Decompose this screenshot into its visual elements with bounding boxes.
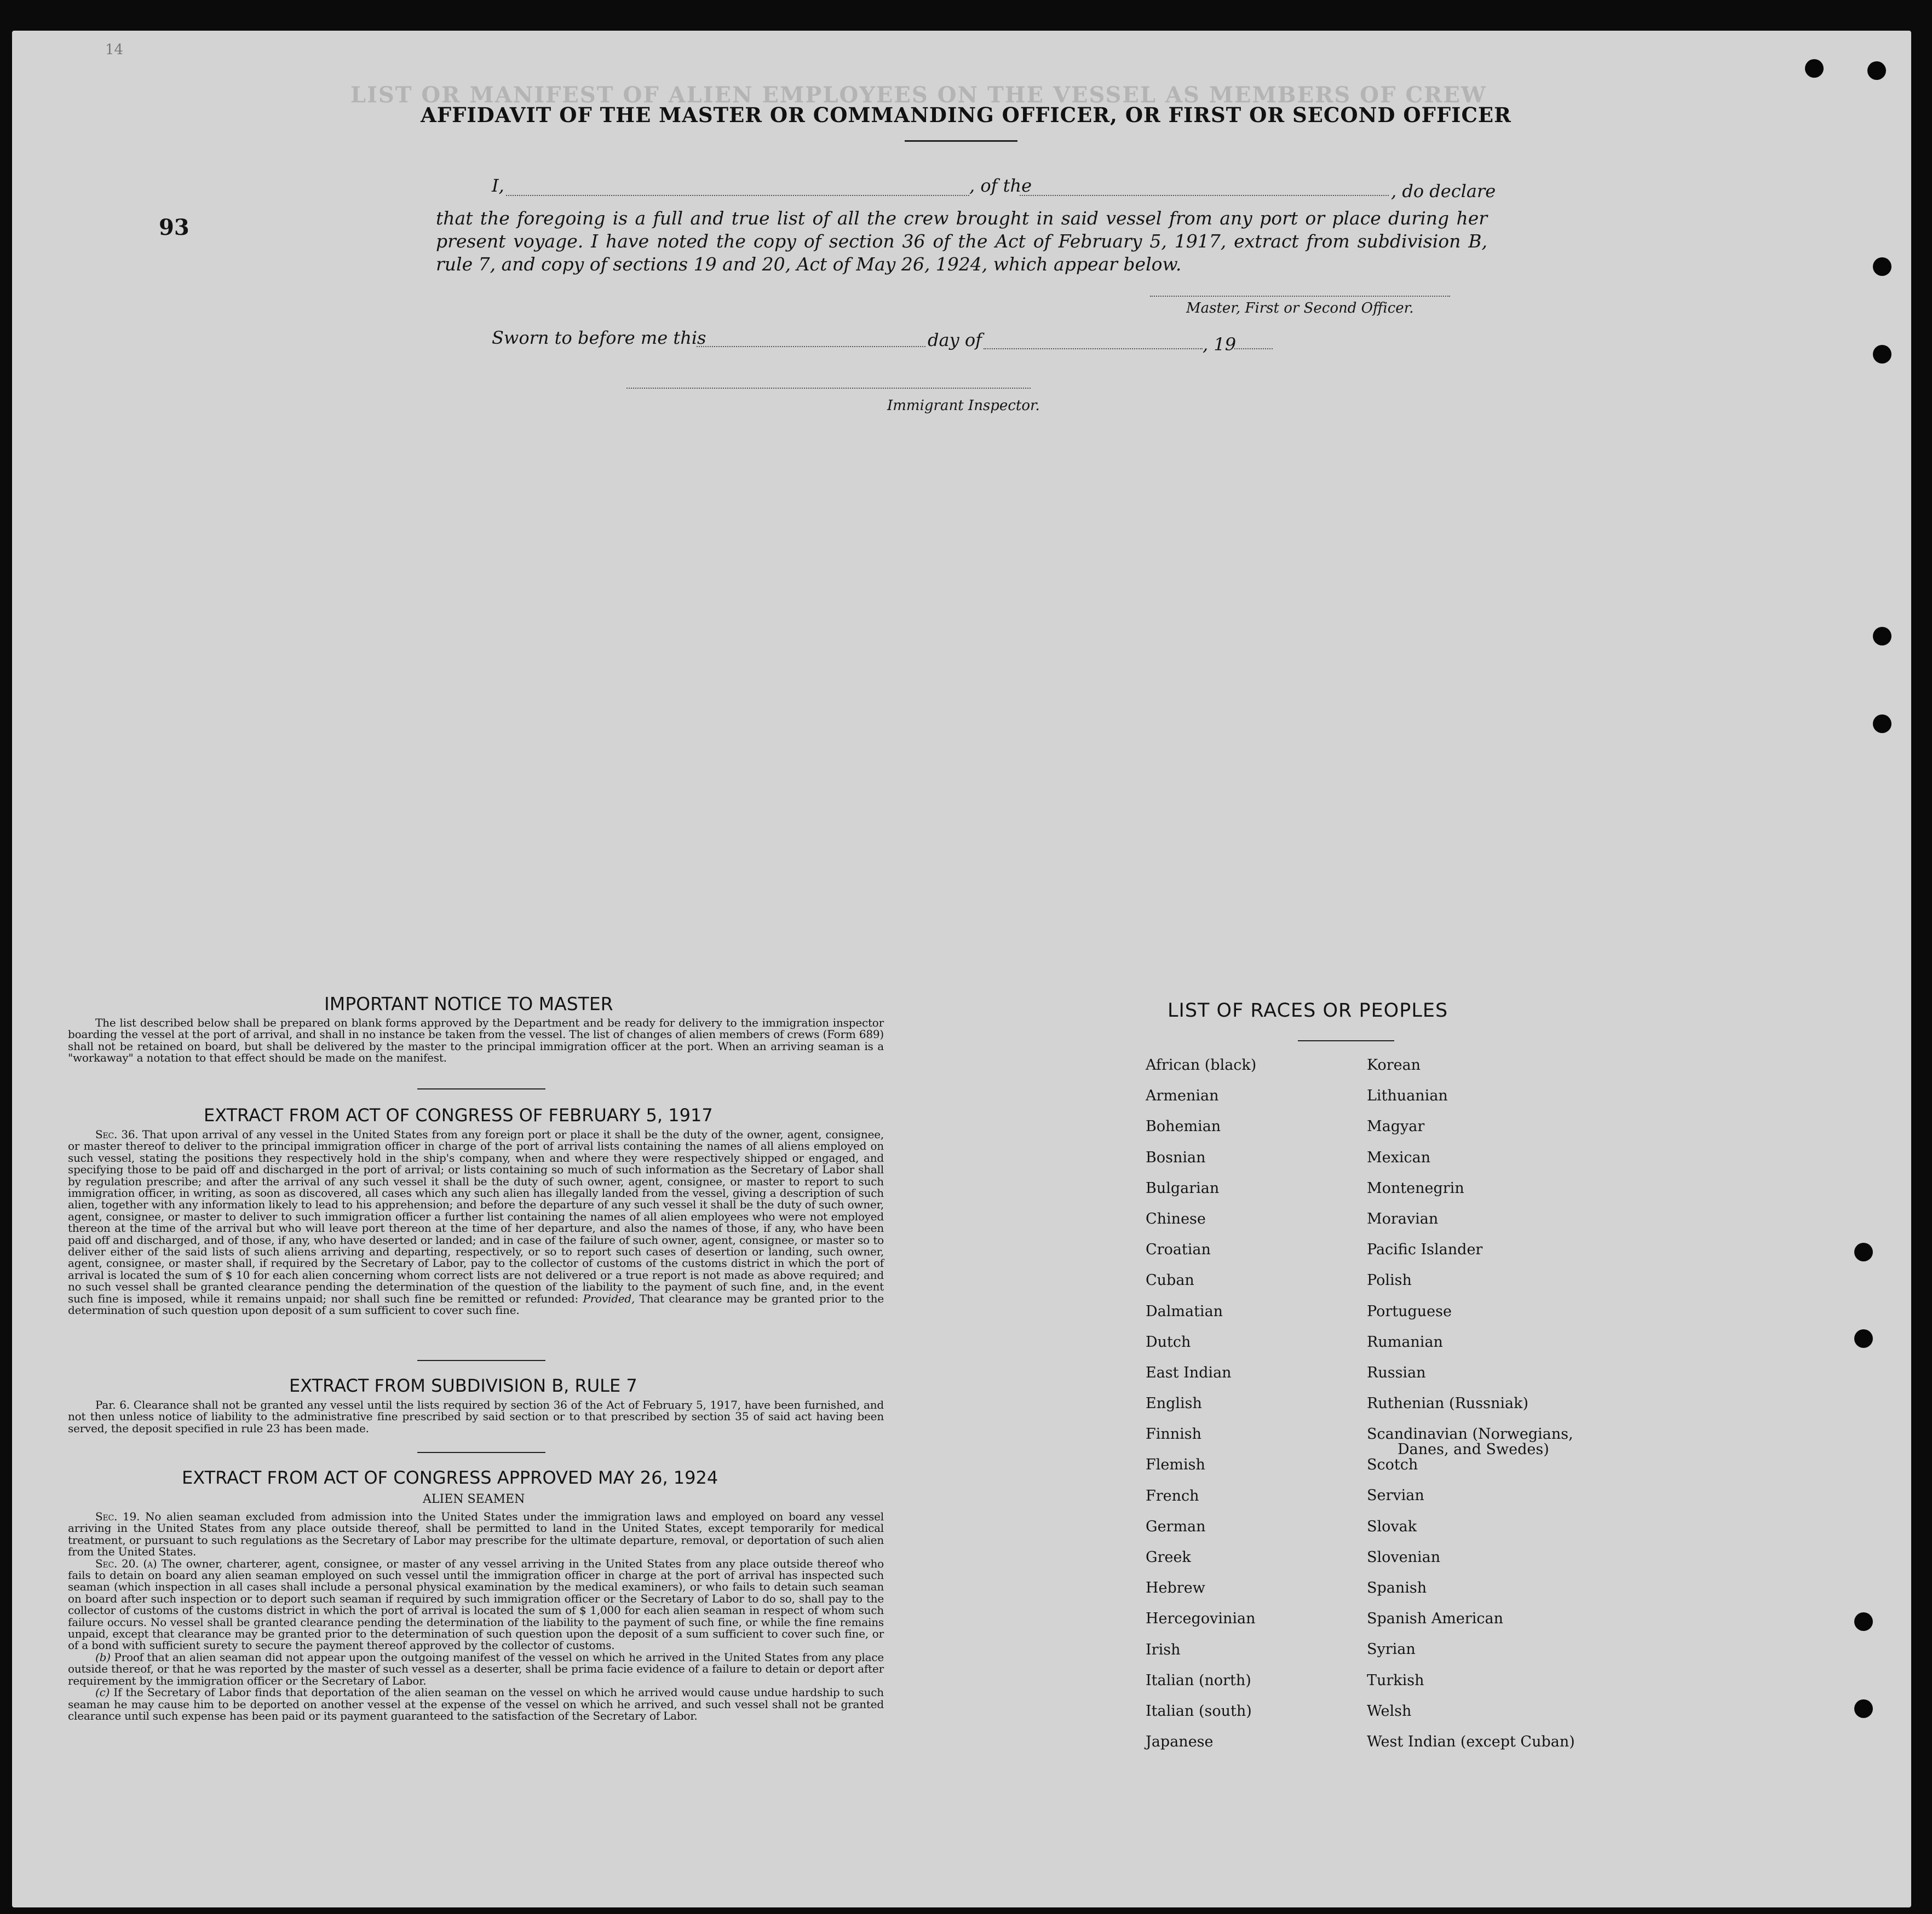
- sec19-text: No alien seaman excluded from admission into the United States under the immigration laws and employed on board any vessel arriving in the United States from any place outside thereof, shall be permitted to land in the United States, except temporarily for medical treatment, or pursuant to such regulations as the Secretary of Labor may prescribe for the ultimate departure, removal, or deportation of such alien from the United States.: [68, 1510, 884, 1559]
- race-item: Greek: [1146, 1549, 1191, 1566]
- race-item: Syrian: [1367, 1641, 1416, 1658]
- sec19-label: Sec. 19.: [95, 1510, 140, 1523]
- race-item: Portuguese: [1367, 1302, 1452, 1320]
- race-item: Flemish: [1146, 1456, 1205, 1474]
- races-left-column: [1146, 1057, 1256, 1764]
- name-blank[interactable]: [506, 195, 969, 196]
- race-item: Chinese: [1146, 1210, 1206, 1227]
- race-item: Servian: [1367, 1487, 1424, 1504]
- sec36-label: Sec. 36.: [95, 1128, 139, 1141]
- sworn-day-blank[interactable]: [697, 346, 925, 347]
- sworn-year-blank[interactable]: [1234, 348, 1273, 349]
- race-item: Danes, and Swedes): [1398, 1441, 1549, 1458]
- race-item: Slovak: [1367, 1518, 1417, 1535]
- extract-1917-body: [68, 1129, 884, 1317]
- race-item: Pacific Islander: [1367, 1241, 1483, 1259]
- punch-hole: [1854, 1243, 1873, 1261]
- punch-hole: [1873, 627, 1891, 645]
- master-signature-blank[interactable]: [1150, 296, 1450, 297]
- of-the-label: , of the: [969, 175, 1032, 196]
- race-item: Bohemian: [1146, 1118, 1221, 1135]
- race-item: French: [1146, 1487, 1199, 1504]
- race-item: Bosnian: [1146, 1149, 1206, 1166]
- provided-word: Provided,: [583, 1292, 635, 1305]
- punch-hole: [1873, 257, 1891, 276]
- race-item: Scotch: [1367, 1456, 1418, 1474]
- master-caption: Master, First or Second Officer.: [1186, 300, 1414, 316]
- race-item: Dalmatian: [1146, 1302, 1223, 1320]
- race-item: Korean: [1367, 1057, 1421, 1074]
- year-label: , 19: [1203, 334, 1237, 355]
- notice-title: IMPORTANT NOTICE TO MASTER: [324, 993, 613, 1014]
- section-divider: [417, 1360, 545, 1361]
- punch-hole: [1867, 61, 1886, 80]
- affidavit-title-underline: [905, 140, 1017, 142]
- punch-hole: [1854, 1699, 1873, 1718]
- race-item: Ruthenian (Russniak): [1367, 1395, 1529, 1413]
- inspector-caption: Immigrant Inspector.: [887, 397, 1040, 414]
- races-title: LIST OF RACES OR PEOPLES: [1168, 1000, 1448, 1022]
- sec20a-label: Sec. 20. (a): [95, 1556, 157, 1570]
- sec19-paragraph: [68, 1511, 884, 1558]
- notice-paragraph: The list described below shall be prepared on blank forms approved by the Department and be ready for delivery to the immigration inspector boarding the vessel at the port of arrival, and shall in no instance be taken from the vessel. The list of changes of alien members of crews (Form 689) shall not be retained on board, but shall be delivered by the master to the principal immigration officer at the port. When an arriving seaman is a "workaway" a notation to that effect should be made on the manifest.: [68, 1016, 884, 1065]
- race-item: Russian: [1367, 1364, 1426, 1381]
- left-mark: 93: [159, 215, 189, 240]
- race-item: English: [1146, 1395, 1202, 1413]
- race-item: Scandinavian (Norwegians,: [1367, 1426, 1573, 1443]
- race-item: Lithuanian: [1367, 1087, 1448, 1105]
- extract-1917-title: EXTRACT FROM ACT OF CONGRESS OF FEBRUARY 5, 1917: [204, 1105, 713, 1126]
- race-item: Welsh: [1367, 1702, 1412, 1720]
- race-item: Croatian: [1146, 1241, 1211, 1259]
- race-item: Moravian: [1367, 1210, 1439, 1227]
- sec20b-text: Proof that an alien seaman did not appear upon the outgoing manifest of the vessel on which he arrived in the United States from any place outside thereof, or that he was reported by the master of such vessel as a deserter, shall be prima facie evidence of a failure to detain or deport after requirement by the immigration officer or the Secretary of Labor.: [68, 1650, 884, 1687]
- race-item: Magyar: [1367, 1118, 1425, 1135]
- races-right-column: [1367, 1057, 1575, 1764]
- sworn-month-blank[interactable]: [984, 348, 1203, 349]
- notice-body: [68, 1017, 884, 1064]
- rule7-paragraph: Par. 6. Clearance shall not be granted any vessel until the lists required by section 36 of the Act of February 5, 1917, have been furnished, and not then unless notice of liability to the administrative fine prescribed by said section or to that prescribed by section 35 of said act having been served, the deposit specified in rule 23 has been made.: [68, 1398, 884, 1435]
- corner-mark: 14: [105, 42, 124, 58]
- punch-hole: [1873, 714, 1891, 733]
- race-item: West Indian (except Cuban): [1367, 1733, 1575, 1750]
- race-item: Italian (south): [1146, 1702, 1252, 1720]
- extract-rule7-title: EXTRACT FROM SUBDIVISION B, RULE 7: [289, 1375, 637, 1396]
- race-item: Cuban: [1146, 1272, 1194, 1289]
- race-item: Japanese: [1146, 1733, 1214, 1751]
- race-item: Italian (north): [1146, 1671, 1251, 1689]
- sec36-paragraph: [68, 1129, 884, 1317]
- do-declare-label: , do declare: [1391, 181, 1496, 201]
- extract-1924-title: EXTRACT FROM ACT OF CONGRESS APPROVED MAY 26, 1924: [182, 1467, 718, 1488]
- race-item: Turkish: [1367, 1671, 1424, 1689]
- section-divider: [417, 1088, 545, 1089]
- race-item: Slovenian: [1367, 1548, 1441, 1566]
- race-item: Dutch: [1146, 1333, 1191, 1351]
- day-of-label: day of: [928, 330, 982, 350]
- races-title-underline: [1298, 1040, 1394, 1041]
- vessel-blank[interactable]: [1020, 195, 1389, 196]
- sec20b-label: (b): [95, 1650, 111, 1664]
- punch-hole: [1854, 1329, 1873, 1348]
- sec36-text-end: That clearance may be granted prior to the determination of such question upon deposit of a sum sufficient to cover such fine.: [68, 1292, 884, 1317]
- sec20c-label: (c): [95, 1686, 110, 1699]
- sec20a-paragraph: [68, 1558, 884, 1652]
- declaration-text: that the foregoing is a full and true list of all the crew brought in said vessel from any port or place during her present voyage. I have noted the copy of section 36 of the Act of February 5, 1917, extract from subdivision B, rule 7, and copy of sections 19 and 20, Act of May 26, 1924, which appear below.: [436, 207, 1487, 275]
- affidavit-i-label: I,: [492, 175, 504, 196]
- race-item: East Indian: [1146, 1364, 1232, 1381]
- sec20b-paragraph: [68, 1652, 884, 1687]
- alien-seamen-subtitle: ALIEN SEAMEN: [423, 1492, 525, 1506]
- race-item: Finnish: [1146, 1426, 1202, 1443]
- section-divider: [417, 1452, 545, 1453]
- race-item: Spanish American: [1367, 1610, 1503, 1628]
- race-item: Bulgarian: [1146, 1179, 1220, 1197]
- punch-hole: [1873, 345, 1891, 364]
- extract-rule7-body: [68, 1399, 884, 1434]
- sec20a-text: The owner, charterer, agent, consignee, or master of any vessel arriving in the United States from any place outside thereof who fails to detain on board any alien seaman employed on such vessel until the immigration officer in charge at the port of arrival has inspected such seaman (which inspection in all cases shall include a personal physical examination by the medical examiners), or who fails to detain such seaman on board after such inspection or to deport such seaman if required by such immigration officer or the Secretary of Labor to do so, shall pay to the collector of customs of the customs district in which the port of arrival is located the sum of $ 1,000 for each alien seaman in respect of whom such failure occurs. No vessel shall be granted clearance pending the determination of the liability to the payment of such fine, or while the fine remains unpaid, except that clearance may be granted prior to the determination of such question upon the deposit of a sum sufficient to cover such fine, or of a bond with sufficient surety to secure the payment thereof approved by the collector of customs.: [68, 1556, 884, 1652]
- race-item: German: [1146, 1518, 1206, 1535]
- extract-1924-body: [68, 1511, 884, 1722]
- sworn-label: Sworn to before me this: [492, 327, 706, 348]
- race-item: Armenian: [1146, 1087, 1219, 1105]
- race-item: African (black): [1146, 1057, 1257, 1074]
- race-item: Irish: [1146, 1641, 1181, 1658]
- punch-hole: [1805, 59, 1824, 78]
- race-item: Hercegovinian: [1146, 1610, 1256, 1628]
- sec36-text: That upon arrival of any vessel in the United States from any foreign port or place it shall be the duty of the owner, agent, consignee, or master thereof to deliver to the principal immigration officer in charge of the port of arrival lists containing the names of all aliens employed on such vessel, stating the positions they respectively hold in the ship's company, when and where they were respectively shipped or engaged, and specifying those to be paid off and discharged in the port of arrival; or lists containing so much of such information as the Secretary of Labor shall by regulation prescribe; and after the arrival of any such vessel it shall be the duty of such owner, agent, consignee, or master to report to such immigration officer, in writing, as soon as discovered, all cases which any such alien has illegally landed from the vessel, giving a description of such alien, together with any information likely to lead to his apprehension; and before the departure of any such vessel it shall be the duty of such owner, agent, consignee, or master to deliver to such immigration officer a further list containing the names of all alien employees who were not employed thereon at the time of the arrival but who will leave port thereon at the time of her departure, and also the names of those, if any, who have been paid off and discharged, and of those, if any, who have deserted or landed; and in case of the failure of such owner, agent, consignee, or master so to deliver either of the said lists of such aliens arriving and departing, respectively, or so to report such cases of desertion or landing, such owner, agent, consignee, or master shall, if required by the Secretary of Labor, pay to the collector of customs of the customs district in which the port of arrival is located the sum of $ 10 for each alien concerning whom correct lists are not delivered or a true report is not made as above required; and no such vessel shall be granted clearance pending the determination of the question of the liability to the payment of such fine, and, in the event such fine is imposed, while it remains unpaid; nor shall such fine be remitted or refunded:: [68, 1128, 884, 1305]
- race-item: Spanish: [1367, 1579, 1427, 1596]
- sec20c-paragraph: [68, 1687, 884, 1722]
- inspector-signature-blank[interactable]: [626, 388, 1031, 389]
- race-item: Montenegrin: [1367, 1179, 1464, 1197]
- bleed-through-text: LIST OR MANIFEST OF ALIEN EMPLOYEES ON THE VESSEL AS MEMBERS OF CREW: [350, 82, 1487, 108]
- race-item: Hebrew: [1146, 1579, 1205, 1597]
- sec20c-text: If the Secretary of Labor finds that deportation of the alien seaman on the vessel on which he arrived would cause undue hardship to such seaman he may cause him to be deported on another vessel at the expense of the vessel on which he arrived, and such vessel shall not be granted clearance until such expense has been paid or its payment guaranteed to the satisfaction of the Secretary of Labor.: [68, 1686, 884, 1722]
- affidavit-title: AFFIDAVIT OF THE MASTER OR COMMANDING OFFICER, OR FIRST OR SECOND OFFICER: [421, 103, 1511, 127]
- punch-hole: [1854, 1612, 1873, 1631]
- race-item: Polish: [1367, 1272, 1412, 1289]
- race-item: Rumanian: [1367, 1333, 1443, 1351]
- race-item: Mexican: [1367, 1149, 1431, 1166]
